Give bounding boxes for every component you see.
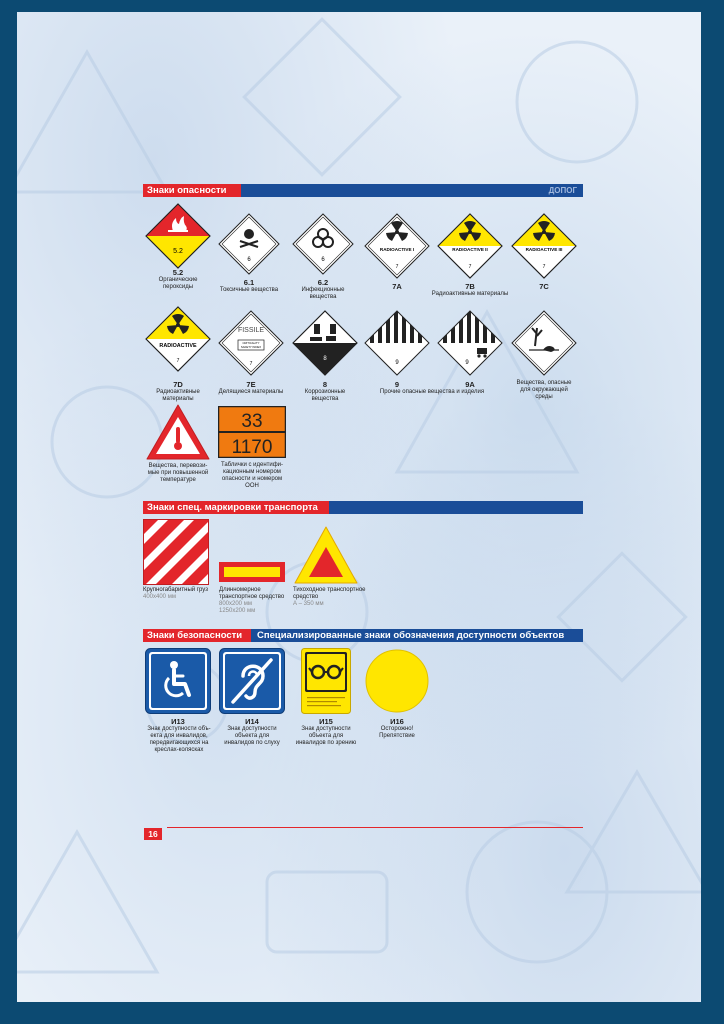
sign-code: И13	[171, 717, 185, 726]
svg-text:7: 7	[249, 361, 253, 367]
caption-line: Радиоактивные материалы	[431, 291, 509, 297]
caption-size: 800х200 мм	[219, 601, 252, 607]
hazard-sign-5-2	[145, 203, 211, 269]
hazard-sign-7e	[218, 310, 284, 376]
caption-line: екта для инвалидов,	[150, 733, 208, 739]
sign-code: 5.2	[172, 268, 184, 277]
svg-text:6: 6	[321, 257, 325, 263]
section-tag: ДОПОГ	[548, 186, 577, 195]
caption-line: Вещества, опасные	[516, 380, 572, 386]
svg-text:5.2: 5.2	[173, 248, 183, 255]
sign-caption	[145, 389, 211, 403]
caption-line: Токсичные вещества	[219, 287, 279, 293]
caption-line: для окружающей	[520, 387, 568, 393]
sign-caption	[505, 380, 583, 401]
sign-caption	[422, 291, 518, 298]
hazard-sign-7b	[437, 213, 503, 279]
caption-line: Радиоактивные	[156, 389, 200, 395]
sign-code: И15	[319, 717, 333, 726]
sign-caption	[215, 726, 289, 747]
caption-line: Знак доступности объ-	[147, 726, 211, 732]
sign-caption	[289, 389, 361, 403]
svg-text:7: 7	[542, 264, 546, 270]
caption-line: инвалидов по зрению	[295, 740, 357, 746]
page-number: 16	[144, 828, 162, 840]
svg-text:9: 9	[465, 360, 469, 366]
sign-code: 8	[322, 380, 328, 389]
svg-text:9: 9	[395, 360, 399, 366]
sign-caption	[141, 726, 217, 754]
sign-code: 9A	[465, 380, 475, 389]
caption-line: опасности и номером	[221, 476, 283, 482]
section-header-transport	[143, 501, 583, 514]
sign-code: 7A	[392, 282, 402, 291]
caption-line: Органические	[158, 277, 198, 283]
hazard-sign-7c	[511, 213, 577, 279]
sign-code: И14	[245, 717, 259, 726]
sign-caption	[287, 287, 359, 301]
section-title: Знаки спец. маркировки транспорта	[143, 501, 329, 514]
orange-plate-sign	[218, 406, 286, 458]
caption-size: А – 350 мм	[293, 601, 324, 607]
slow-vehicle-sign	[293, 525, 359, 585]
svg-text:7: 7	[468, 264, 472, 270]
sign-code: 7D	[173, 380, 183, 389]
hazard-sign-9a	[437, 310, 503, 376]
caption-line: вещества	[309, 294, 337, 300]
caption-line: Крупногабаритный груз	[143, 587, 208, 593]
svg-text:6: 6	[247, 257, 251, 263]
hazard-sign-6-1	[218, 213, 280, 275]
svg-text:CRITICALITY: CRITICALITY	[242, 341, 260, 345]
caption-line: Препятствие	[379, 733, 415, 739]
sign-caption	[213, 389, 289, 396]
blind-glasses-icon	[301, 648, 351, 714]
caption-line: вещества	[311, 396, 339, 402]
svg-text:SAFETY INDEX: SAFETY INDEX	[240, 345, 262, 349]
sign-code: 7B	[465, 282, 475, 291]
page	[17, 12, 701, 1002]
caption-line: Длинномерное транспортное средство	[219, 587, 285, 600]
caption-line: креслах-колясках	[154, 747, 204, 753]
section-header-safety	[143, 629, 583, 642]
svg-text:RADIOACTIVE III: RADIOACTIVE III	[525, 247, 563, 252]
svg-text:8: 8	[323, 356, 327, 362]
caption-line: среды	[535, 394, 553, 400]
svg-text:FISSILE: FISSILE	[237, 327, 265, 334]
svg-text:RADIOACTIVE II: RADIOACTIVE II	[452, 247, 488, 252]
hazard-sign-7a	[364, 213, 430, 279]
caption-line: Осторожно!	[380, 726, 414, 732]
hazard-sign-environment	[511, 310, 577, 376]
wheelchair-icon	[145, 648, 211, 714]
long-vehicle-sign	[219, 562, 285, 582]
caption-size: 1250х200 мм	[219, 608, 256, 614]
caption-line: Коррозионные	[304, 389, 346, 395]
caption-line: мые при повышенной	[147, 470, 209, 476]
sign-code: И16	[390, 717, 404, 726]
oversize-load-sign	[143, 519, 209, 585]
caption-line: кационным номером	[223, 469, 281, 475]
caption-line: ООН	[245, 483, 259, 489]
caption-line: объекта для	[234, 733, 270, 739]
sign-caption	[360, 726, 434, 740]
deaf-ear-icon	[219, 648, 285, 714]
caption-line: Знак доступности	[227, 726, 277, 732]
svg-text:7: 7	[176, 358, 180, 364]
caption-line: Тихоходное транспортное средство	[293, 587, 366, 600]
caption-line: инвалидов по слуху	[224, 740, 280, 746]
hazard-sign-9	[364, 310, 430, 376]
caption-line: объекта для	[308, 733, 344, 739]
svg-text:1170: 1170	[231, 437, 273, 458]
sign-caption	[219, 587, 299, 615]
footer-divider	[167, 827, 583, 828]
sign-code: 7C	[539, 282, 549, 291]
hazard-sign-8	[292, 310, 358, 376]
section-title: Знаки опасности	[143, 184, 241, 197]
svg-text:33: 33	[241, 411, 263, 432]
caption-line: Таблички с идентифи-	[220, 462, 284, 468]
svg-text:7: 7	[395, 264, 399, 270]
caption-line: Вещества, перевози-	[148, 463, 208, 469]
section-subtitle: Специализированные знаки обозначения доступности объектов	[257, 630, 565, 641]
section-header-danger	[143, 184, 583, 197]
caption-line: Инфекционные	[301, 287, 345, 293]
sign-caption	[293, 587, 373, 608]
sign-code: 6.2	[317, 278, 329, 287]
svg-text:RADIOACTIVE I: RADIOACTIVE I	[379, 247, 415, 252]
sign-code: 9	[394, 380, 400, 389]
caption-size: 400х400 мм	[143, 594, 176, 600]
sign-caption	[143, 587, 223, 601]
sign-code: 6.1	[243, 278, 255, 287]
caption-line: Знак доступности	[301, 726, 351, 732]
caption-line: температуре	[160, 477, 196, 483]
caption-line: Делящиеся материалы	[218, 389, 284, 395]
sign-caption	[215, 462, 289, 490]
hazard-sign-7d	[145, 306, 211, 372]
caption-line: пероксиды	[162, 284, 194, 290]
sign-code: 7E	[246, 380, 256, 389]
section-title: Знаки безопасности	[143, 629, 251, 642]
obstacle-circle-icon	[364, 648, 430, 714]
hazard-sign-6-2	[292, 213, 354, 275]
hazard-sign-hot-temperature	[145, 403, 211, 461]
svg-text:RADIOACTIVE: RADIOACTIVE	[159, 343, 197, 349]
sign-caption	[213, 287, 285, 294]
sign-caption	[289, 726, 363, 747]
sign-caption	[145, 277, 211, 291]
sign-caption-shared: Прочие опасные вещества и изделия	[379, 389, 485, 395]
caption-line: материалы	[162, 396, 194, 402]
caption-line: передвигающихся на	[149, 740, 209, 746]
sign-caption	[141, 463, 215, 484]
